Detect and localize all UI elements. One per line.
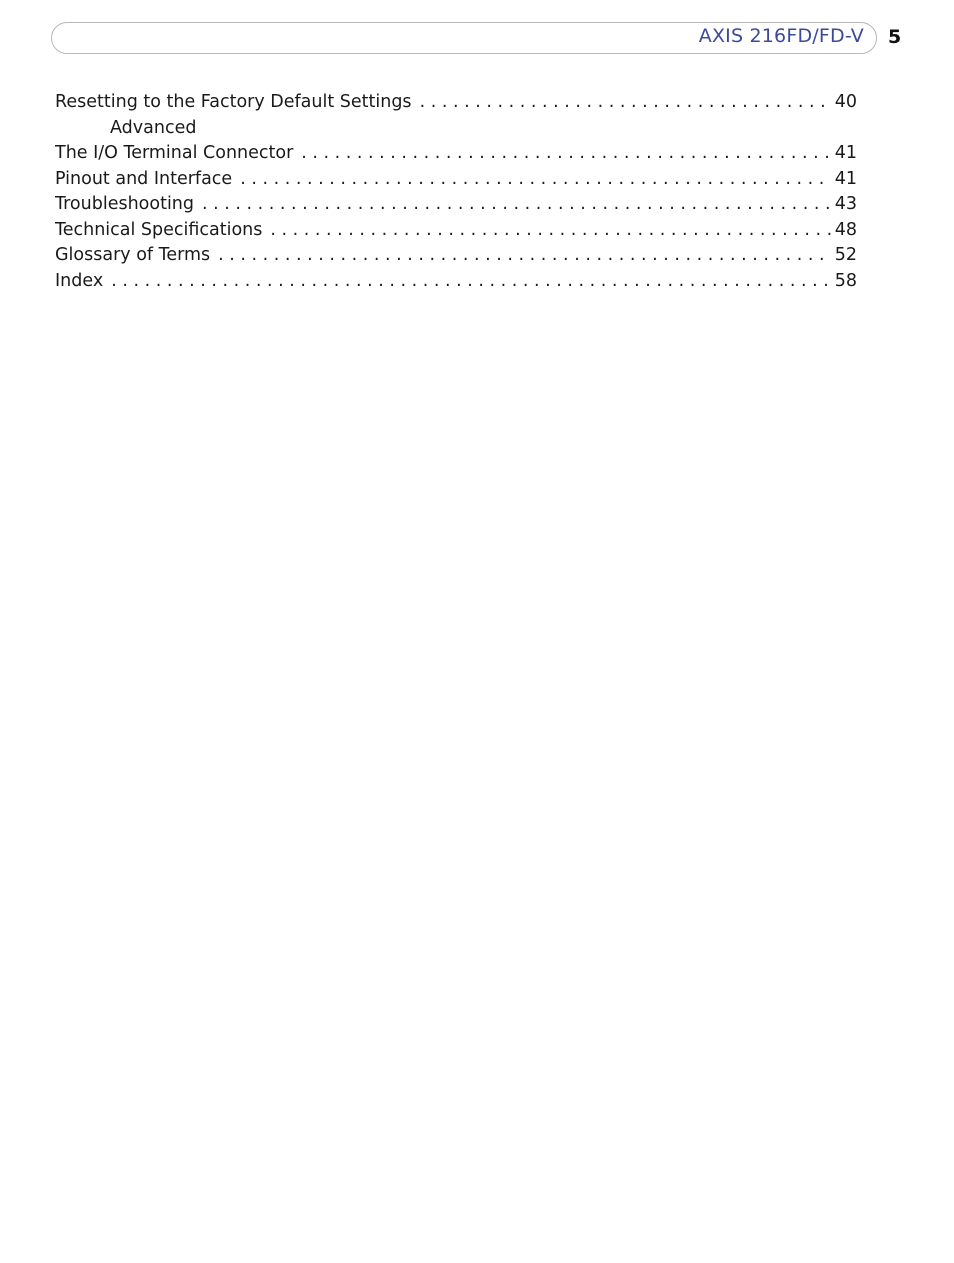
toc-entry-pinout[interactable]: [55, 167, 857, 193]
table-of-contents: [55, 90, 857, 294]
toc-entry-title: The I/O Terminal Connector: [55, 143, 294, 163]
toc-subheading-advanced: Advanced: [110, 117, 197, 138]
toc-entry-title: Resetting to the Factory Default Settings: [55, 92, 412, 112]
toc-entry-page: 43: [834, 194, 857, 214]
toc-entry-page: 52: [834, 245, 857, 265]
dot-leader: [218, 243, 831, 269]
toc-entry-page: 58: [834, 270, 857, 291]
toc-entry-page: 41: [834, 143, 857, 163]
toc-entry-page: 41: [834, 168, 857, 189]
page-number: 5: [888, 26, 902, 48]
toc-entry-title: Troubleshooting: [55, 194, 195, 214]
toc-entry-troubleshooting[interactable]: [55, 192, 857, 218]
dot-leader: [270, 218, 830, 244]
toc-entry-title: Pinout and Interface: [55, 168, 233, 189]
toc-entry-page: 40: [834, 92, 857, 112]
toc-entry-glossary[interactable]: [55, 243, 857, 269]
toc-entry-io-terminal[interactable]: [55, 141, 857, 167]
toc-entry-resetting[interactable]: [55, 90, 857, 116]
dot-leader: [420, 90, 831, 116]
toc-entry-title: Index: [55, 270, 104, 291]
dot-leader: [240, 167, 831, 193]
toc-entry-title: Technical Specifications: [55, 219, 263, 240]
toc-entry-technical-specifications[interactable]: [55, 218, 857, 244]
dot-leader: [202, 192, 831, 218]
dot-leader: [111, 269, 831, 295]
toc-entry-index[interactable]: [55, 269, 857, 295]
document-title: AXIS 216FD/FD-V: [698, 25, 864, 47]
dot-leader: [301, 141, 830, 167]
toc-entry-title: Glossary of Terms: [55, 245, 211, 265]
toc-entry-page: 48: [834, 219, 857, 240]
